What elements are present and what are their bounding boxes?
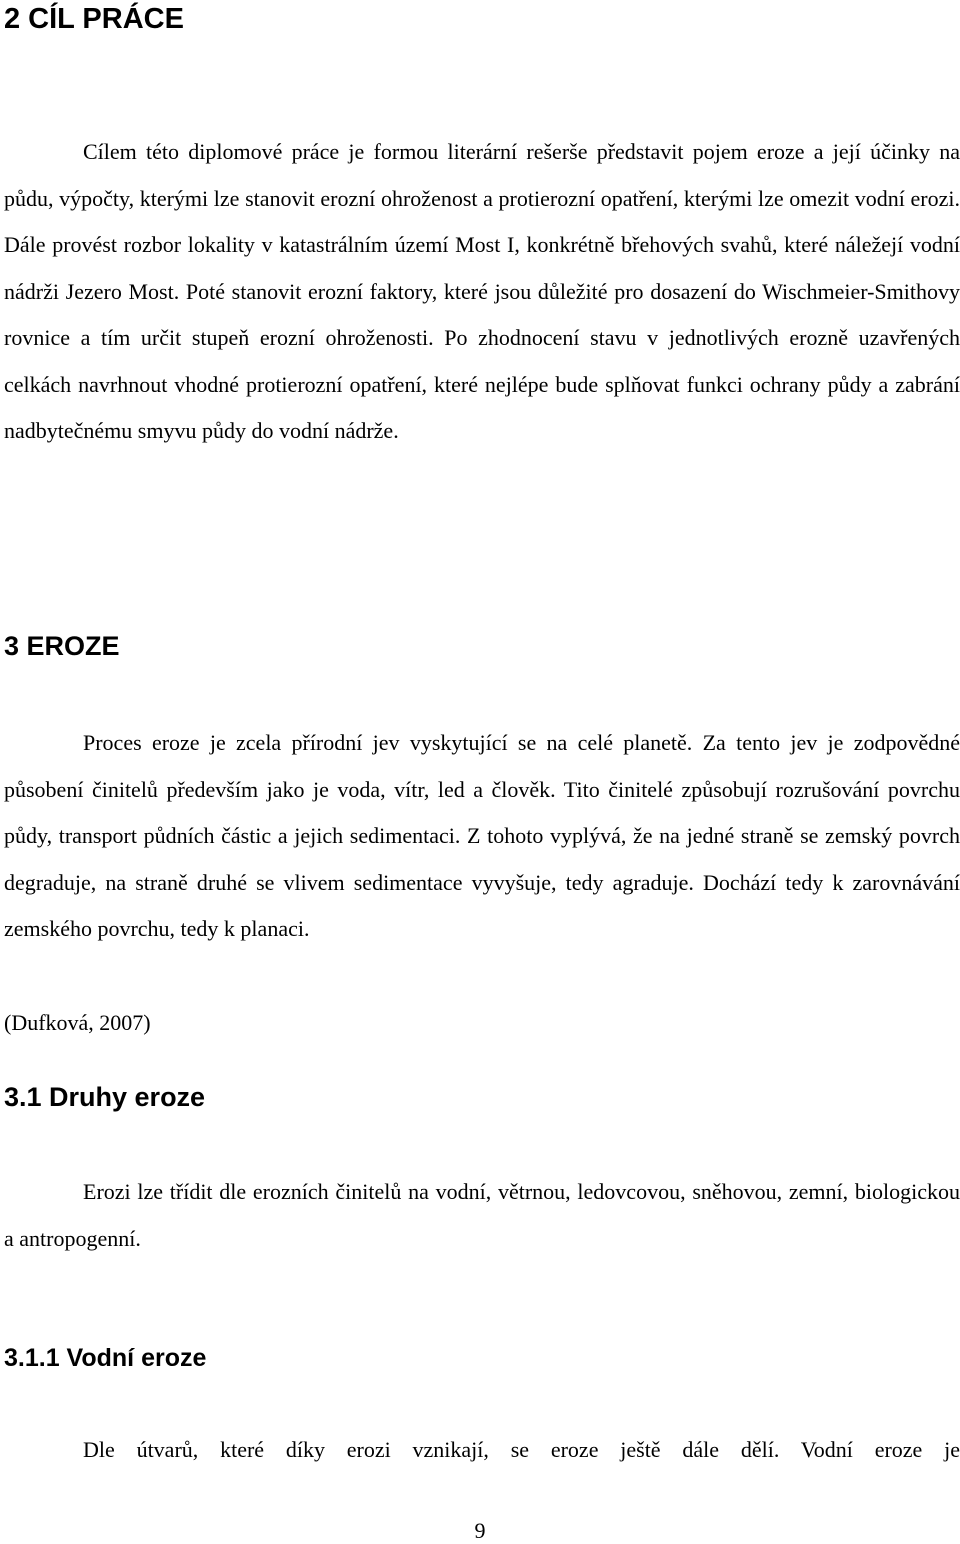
heading-eroze: 3 EROZE [4, 631, 120, 661]
paragraph-cil-prace: Cílem této diplomové práce je formou literární rešerše představit pojem eroze a její účinky na půdu, výpočty, kterými lze stanovit erozní ohroženost a protierozní opatření, kterými lze omezit vodní erozi. Dále provést rozbor lokality v katastrálním území Most I, konkrétně břehových svahů, které náležejí vodní nádrži Jezero Most. Poté stanovit erozní faktory, které jsou důležité pro dosazení do Wischmeier-Smithovy rovnice a tím určit stupeň erozní ohroženosti. Po zhodnocení stavu v jednotlivých erozně uzavřených celkách navrhnout vhodné protierozní opatření, které nejlépe bude splňovat funkci ochrany půdy a zabrání nadbytečnému smyvu půdy do vodní nádrže. [4, 139, 960, 443]
paragraph-druhy-eroze: Erozi lze třídit dle erozních činitelů na vodní, větrnou, ledovcovou, sněhovou, zemní, biologickou a antropogenní. [4, 1179, 960, 1251]
paragraph-eroze: Proces eroze je zcela přírodní jev vyskytující se na celé planetě. Za tento jev je zodpovědné působení činitelů především jako je voda, vítr, led a člověk. Tito činitelé způsobují rozrušování povrchu půdy, transport půdních částic a jejich sedimentaci. Z tohoto vyplývá, že na jedné straně se zemský povrch degraduje, na straně druhé se vlivem sedimentace vyvyšuje, tedy agraduje. Dochází tedy k zarovnávání zemského povrchu, tedy k planaci. [4, 730, 960, 941]
heading-vodni-eroze: 3.1.1 Vodní eroze [4, 1344, 207, 1372]
paragraph-vodni-eroze: Dle útvarů, které díky erozi vznikají, se eroze ještě dále dělí. Vodní eroze je [83, 1437, 960, 1462]
heading-cil-prace: 2 CÍL PRÁCE [4, 3, 184, 35]
citation: (Dufková, 2007) [4, 1010, 151, 1035]
heading-druhy-eroze: 3.1 Druhy eroze [4, 1082, 206, 1112]
page-number: 9 [474, 1518, 486, 1543]
